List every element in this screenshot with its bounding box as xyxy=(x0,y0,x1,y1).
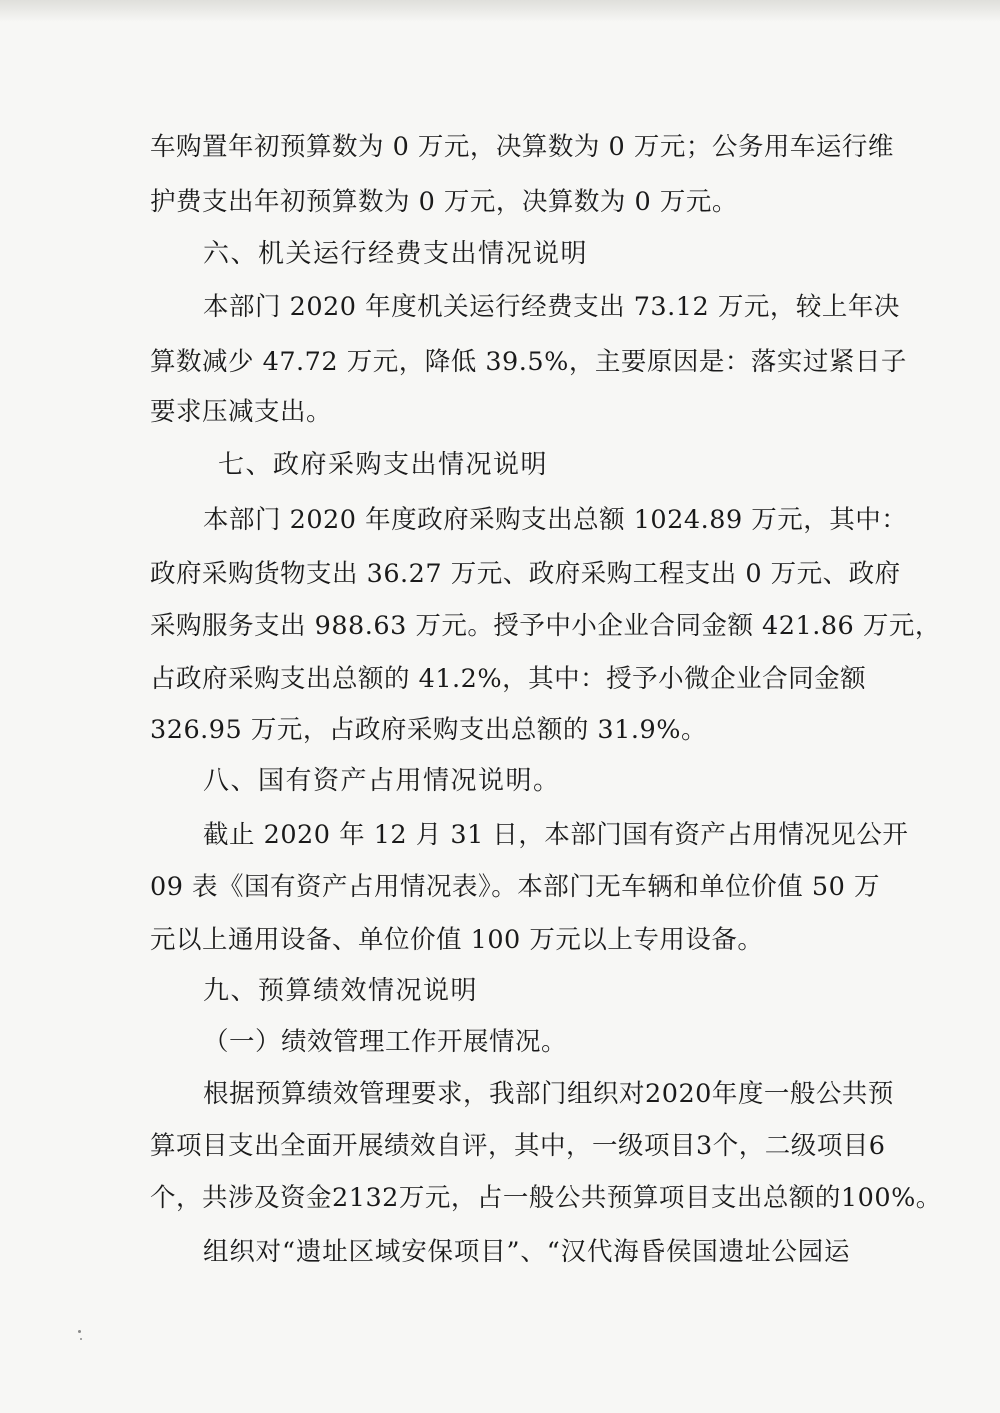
scan-speck xyxy=(80,1338,82,1340)
body-line: 326.95 万元，占政府采购支出总额的 31.9%。 xyxy=(150,715,707,745)
subsection-heading: （一）绩效管理工作开展情况。 xyxy=(203,1027,568,1057)
body-line: 政府采购货物支出 36.27 万元、政府采购工程支出 0 万元、政府 xyxy=(150,559,901,589)
section-heading-6: 六、机关运行经费支出情况说明 xyxy=(203,239,589,269)
body-line: 车购置年初预算数为 0 万元，决算数为 0 万元；公务用车运行维 xyxy=(150,132,894,162)
body-line: 要求压减支出。 xyxy=(150,397,333,427)
body-line: 采购服务支出 988.63 万元。授予中小企业合同金额 421.86 万元， xyxy=(150,611,941,641)
body-line: 09 表《国有资产占用情况表》。本部门无车辆和单位价值 50 万 xyxy=(150,872,880,902)
section-heading-7: 七、政府采购支出情况说明 xyxy=(218,450,549,480)
body-line: 算数减少 47.72 万元，降低 39.5%，主要原因是：落实过紧日子 xyxy=(150,347,907,377)
body-line: 截止 2020 年 12 月 31 日，本部门国有资产占用情况见公开 xyxy=(203,820,909,850)
body-line: 根据预算绩效管理要求，我部门组织对2020年度一般公共预 xyxy=(203,1079,894,1109)
body-line: 元以上通用设备、单位价值 100 万元以上专用设备。 xyxy=(150,925,764,955)
section-heading-9: 九、预算绩效情况说明 xyxy=(203,976,479,1006)
body-line: 个，共涉及资金2132万元，占一般公共预算项目支出总额的100%。 xyxy=(150,1183,942,1213)
scan-speck xyxy=(78,1330,81,1333)
body-line: 护费支出年初预算数为 0 万元，决算数为 0 万元。 xyxy=(150,187,738,217)
body-line: 本部门 2020 年度政府采购支出总额 1024.89 万元，其中： xyxy=(203,505,908,535)
body-line: 占政府采购支出总额的 41.2%，其中：授予小微企业合同金额 xyxy=(150,664,867,694)
body-line: 本部门 2020 年度机关运行经费支出 73.12 万元，较上年决 xyxy=(203,292,900,322)
body-line: 算项目支出全面开展绩效自评，其中，一级项目3个，二级项目6 xyxy=(150,1131,886,1161)
section-heading-8: 八、国有资产占用情况说明。 xyxy=(203,766,561,796)
body-line: 组织对“遗址区域安保项目”、“汉代海昏侯国遗址公园运 xyxy=(203,1237,850,1267)
